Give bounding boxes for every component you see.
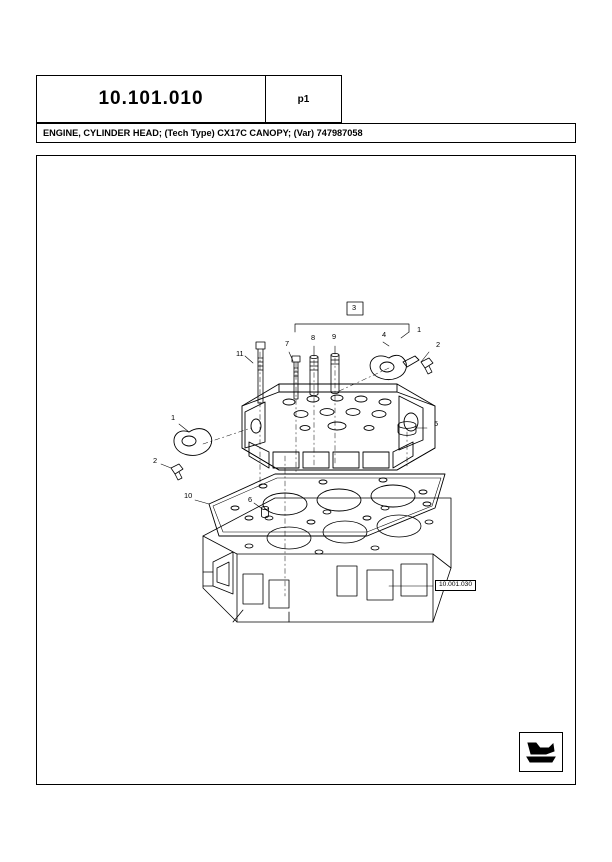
callout-1-upper: 1 — [417, 325, 422, 334]
callout-1-lower: 1 — [171, 413, 176, 422]
part-code-text: 10.101.010 — [98, 88, 204, 109]
machine-view-icon — [525, 739, 557, 765]
page-number-text: p1 — [297, 93, 310, 105]
header-block — [36, 75, 576, 137]
callout-6: 6 — [248, 495, 253, 504]
reference-box-10-001-030[interactable]: 10.001.030 — [435, 580, 476, 591]
callout-2-lower: 2 — [153, 456, 158, 465]
callout-5: 5 — [434, 419, 439, 428]
callout-11: 11 — [236, 349, 244, 358]
callout-4: 4 — [382, 330, 387, 339]
drawing-frame — [36, 155, 576, 785]
part-code-box — [36, 75, 266, 123]
page-number-box — [266, 75, 342, 123]
callout-9: 9 — [332, 332, 337, 341]
callout-2-upper: 2 — [436, 340, 441, 349]
callout-7: 7 — [285, 339, 290, 348]
callout-8: 8 — [311, 333, 316, 342]
group-callout-3: 3 — [352, 303, 357, 312]
callout-10: 10 — [184, 491, 193, 500]
assembly-title-bar — [36, 123, 576, 143]
cylinder-head-exploded-drawing — [37, 156, 575, 784]
assembly-title-text: ENGINE, CYLINDER HEAD; (Tech Type) CX17C CANOPY; (Var) 747987058 — [43, 128, 363, 138]
machine-view-icon-box — [519, 732, 563, 772]
